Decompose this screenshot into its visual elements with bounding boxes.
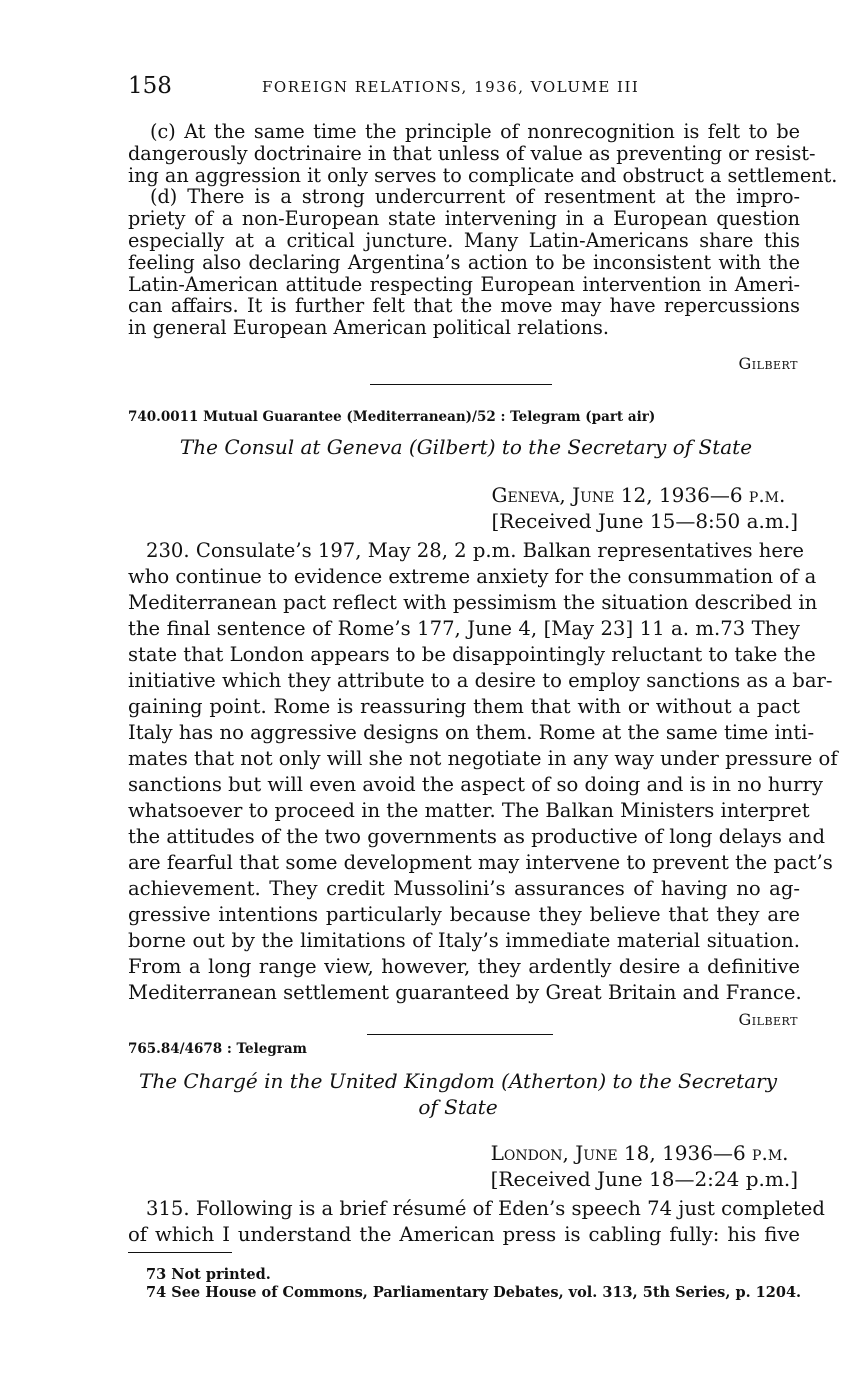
running-title: FOREIGN RELATIONS, 1936, VOLUME III xyxy=(262,78,640,96)
section-divider xyxy=(370,384,552,385)
received-line: [Received June 15—8:50 a.m.] xyxy=(491,509,798,533)
document-reference: 740.0011 Mutual Guarantee (Mediterranean)/52 : Telegram (part air) xyxy=(128,409,656,425)
text-line: sanctions but will even avoid the aspect of so doing and is in no hurry xyxy=(128,773,823,796)
text-line: Mediterranean settlement guaranteed by Great Britain and France. xyxy=(128,981,802,1004)
text-line: mates that not only will she not negotiate in any way under pressure of xyxy=(128,747,838,770)
text-line: in general European American political relations. xyxy=(128,316,609,340)
text-line: 315. Following is a brief résumé of Eden’s speech 74 just completed xyxy=(146,1197,825,1220)
telegram-230-body xyxy=(128,538,838,1006)
text-line: (d) There is a strong undercurrent of resentment at the impro- xyxy=(150,185,800,209)
footnote-74: 74 See House of Commons, Parliamentary Debates, vol. 313, 5th Series, p. 1204. xyxy=(146,1284,802,1301)
text-line: ing an aggression it only serves to complicate and obstruct a settlement. xyxy=(128,163,838,187)
block1-text xyxy=(128,120,838,340)
signature-gilbert-1: Gilbert xyxy=(738,354,798,373)
text-line: of which I understand the American press is cabling fully: his five xyxy=(128,1223,800,1246)
text-line: 230. Consulate’s 197, May 28, 2 p.m. Balkan representatives here xyxy=(146,539,804,562)
page-number: 158 xyxy=(128,73,172,99)
text-line: Mediterranean pact reflect with pessimism the situation described in xyxy=(128,591,818,614)
text-line: the final sentence of Rome’s 177, June 4, [May 23] 11 a. m.73 They xyxy=(128,617,800,640)
dateline: Geneva, June 12, 1936—6 p.m. [Received June 15—8:50 a.m.] xyxy=(491,483,798,533)
text-line: gaining point. Rome is reassuring them that with or without a pact xyxy=(128,695,800,718)
received-line: [Received June 18—2:24 p.m.] xyxy=(490,1167,798,1191)
section-divider xyxy=(367,1034,553,1035)
document-title: The Chargé in the United Kingdom (Atherton) to the Secretary of State xyxy=(138,1069,777,1119)
text-line: state that London appears to be disappointingly reluctant to take the xyxy=(128,643,816,666)
text-line: whatsoever to proceed in the matter. The Balkan Ministers interpret xyxy=(128,799,810,822)
text-line: gressive intentions particularly because they believe that they are xyxy=(128,903,800,926)
text-line: achievement. They credit Mussolini’s assurances of having no ag- xyxy=(128,877,800,900)
text-line: can affairs. It is further felt that the move may have repercussions xyxy=(128,294,800,318)
text-line: the attitudes of the two governments as productive of long delays and xyxy=(128,825,825,848)
document-title: The Consul at Geneva (Gilbert) to the Secretary of State xyxy=(179,435,753,459)
telegram-315-body xyxy=(128,1196,825,1248)
footnote-73: 73 Not printed. xyxy=(146,1266,271,1283)
text-line: borne out by the limitations of Italy’s immediate material situation. xyxy=(128,929,800,952)
text-line: (c) At the same time the principle of nonrecognition is felt to be xyxy=(150,120,800,143)
text-line: Italy has no aggressive designs on them. Rome at the same time inti- xyxy=(128,721,815,744)
text-line: Latin-American attitude respecting European intervention in Ameri- xyxy=(128,272,800,296)
footnote-divider xyxy=(128,1252,232,1253)
signature-gilbert-2: Gilbert xyxy=(738,1010,798,1029)
dateline: London, June 18, 1936—6 p.m. [Received June 18—2:24 p.m.] xyxy=(490,1141,798,1191)
text-line: especially at a critical juncture. Many Latin-Americans share this xyxy=(128,228,800,252)
text-line: who continue to evidence extreme anxiety for the consummation of a xyxy=(128,565,817,588)
text-line: initiative which they attribute to a desire to employ sanctions as a bar- xyxy=(128,669,833,692)
text-line: are fearful that some development may intervene to prevent the pact’s xyxy=(128,851,833,874)
text-line: dangerously doctrinaire in that unless of value as preventing or resist- xyxy=(128,141,816,165)
text-line: From a long range view, however, they ardently desire a definitive xyxy=(128,955,800,978)
document-reference: 765.84/4678 : Telegram xyxy=(128,1041,307,1057)
text-line: feeling also declaring Argentina’s action to be inconsistent with the xyxy=(128,250,800,274)
text-line: priety of a non-European state intervening in a European question xyxy=(128,207,800,231)
